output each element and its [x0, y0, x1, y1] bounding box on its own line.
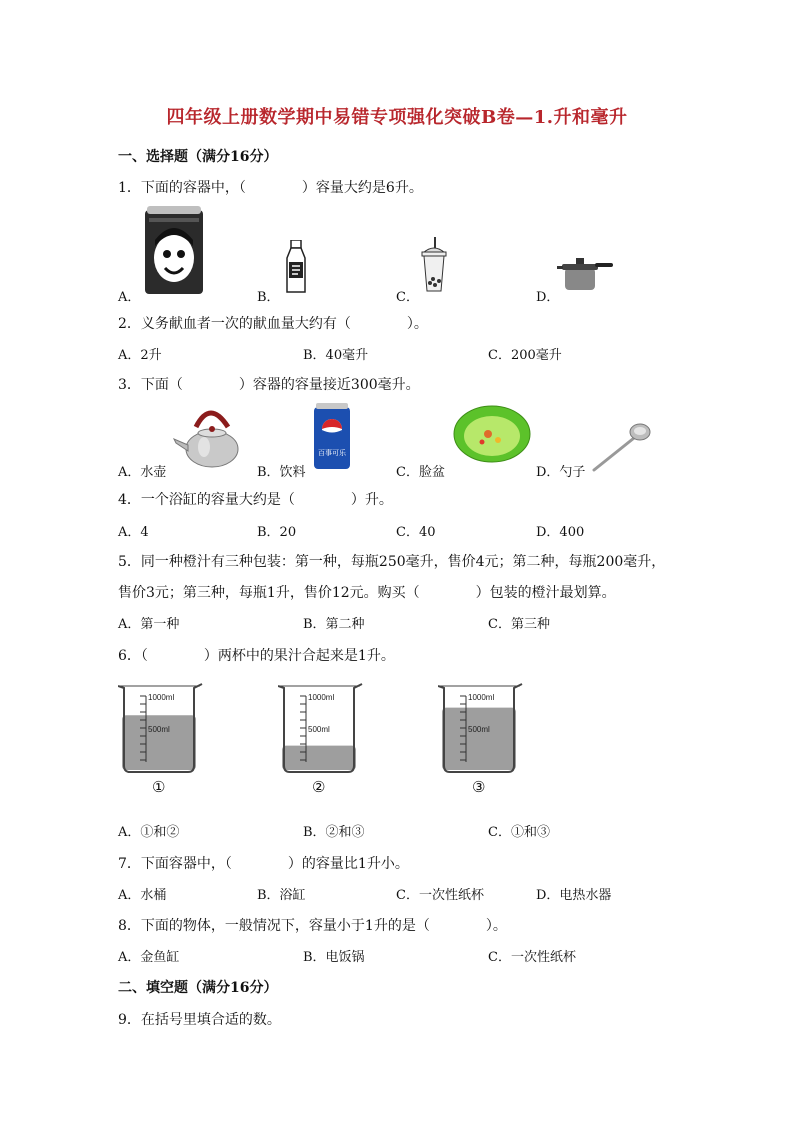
q8-option-a[interactable]: A．金鱼缸 [118, 950, 180, 965]
beaker-label-3: ③ [472, 778, 486, 796]
beaker-liquid [282, 746, 356, 770]
question-9-text: 9．在括号里填合适的数。 [118, 1012, 281, 1028]
q6-option-b[interactable]: B．②和③ [303, 825, 365, 840]
q3-option-b[interactable]: B．饮料 [257, 465, 306, 480]
beaker-liquid [442, 708, 516, 770]
q8-option-c[interactable]: C．一次性纸杯 [488, 950, 576, 965]
q2-option-b[interactable]: B．40毫升 [303, 348, 369, 363]
beaker-2 [278, 676, 364, 774]
ladle-image [590, 420, 652, 474]
beaker-mark-1000: 1000ml [148, 693, 175, 702]
washbasin-image [452, 404, 532, 466]
q5-option-b[interactable]: B．第二种 [303, 617, 365, 632]
beaker-liquid [122, 715, 196, 770]
q3-option-c[interactable]: C．脸盆 [396, 465, 445, 480]
q1-option-b[interactable]: B． [257, 290, 280, 305]
soda-can-image [312, 403, 352, 471]
q4-option-b[interactable]: B．20 [257, 525, 297, 540]
q1-option-c[interactable]: C． [396, 290, 419, 305]
question-6-text: 6．（ ）两杯中的果汁合起来是1升。 [118, 648, 395, 664]
can-brand-text: 百事可乐 [318, 449, 346, 457]
question-3-text: 3．下面（ ）容器的容量接近300毫升。 [118, 377, 420, 393]
q4-option-a[interactable]: A．4 [118, 525, 149, 540]
q4-option-d[interactable]: D．400 [536, 525, 585, 540]
page-title: 四年级上册数学期中易错专项强化突破B卷—1.升和毫升 [166, 107, 628, 128]
kettle-image [172, 405, 244, 469]
beaker-mark-500: 500ml [148, 725, 170, 734]
section-heading-fill-in: 二、填空题（满分16分） [118, 980, 278, 996]
q2-option-a[interactable]: A．2升 [118, 348, 162, 363]
q4-option-c[interactable]: C．40 [396, 525, 436, 540]
beaker-mark-500: 500ml [468, 725, 490, 734]
pressure-cooker-image [557, 254, 615, 292]
question-2-text: 2．义务献血者一次的献血量大约有（ ）。 [118, 316, 428, 332]
q3-option-a[interactable]: A．水壶 [118, 465, 167, 480]
question-7-text: 7．下面容器中，（ ）的容量比1升小。 [118, 856, 409, 872]
q5-option-c[interactable]: C．第三种 [488, 617, 550, 632]
can-image [143, 206, 205, 296]
q5-option-a[interactable]: A．第一种 [118, 617, 180, 632]
beaker-label-2: ② [312, 778, 326, 796]
beaker-label-1: ① [152, 778, 166, 796]
q7-option-a[interactable]: A．水桶 [118, 888, 167, 903]
q7-option-d[interactable]: D．电热水器 [536, 888, 612, 903]
q7-option-b[interactable]: B．浴缸 [257, 888, 306, 903]
question-5-line2: 售价3元；第三种，每瓶1升，售价12元。购买（ ）包装的橙汁最划算。 [118, 585, 616, 601]
question-5-line1: 5．同一种橙汁有三种包装：第一种，每瓶250毫升，售价4元；第二种，每瓶200毫升， [118, 554, 666, 570]
question-1-text: 1．下面的容器中，（ ）容量大约是6升。 [118, 180, 423, 196]
q6-option-a[interactable]: A．①和② [118, 825, 180, 840]
beaker-mark-1000: 1000ml [308, 693, 335, 702]
section-heading-choice: 一、选择题（满分16分） [118, 149, 278, 165]
q2-option-c[interactable]: C．200毫升 [488, 348, 562, 363]
q7-option-c[interactable]: C．一次性纸杯 [396, 888, 484, 903]
beaker-1 [118, 676, 204, 774]
beaker-mark-1000: 1000ml [468, 693, 495, 702]
q6-option-c[interactable]: C．①和③ [488, 825, 550, 840]
q1-option-d[interactable]: D． [536, 290, 560, 305]
q1-option-a[interactable]: A． [118, 290, 141, 305]
q3-option-d[interactable]: D．勺子 [536, 465, 586, 480]
beaker-3 [438, 676, 524, 774]
question-8-text: 8．下面的物体，一般情况下，容量小于1升的是（ ）。 [118, 918, 507, 934]
beaker-mark-500: 500ml [308, 725, 330, 734]
bubble-tea-cup-image [420, 237, 448, 293]
q8-option-b[interactable]: B．电饭锅 [303, 950, 365, 965]
milk-bottle-image [284, 240, 308, 294]
question-4-text: 4．一个浴缸的容量大约是（ ）升。 [118, 492, 393, 508]
